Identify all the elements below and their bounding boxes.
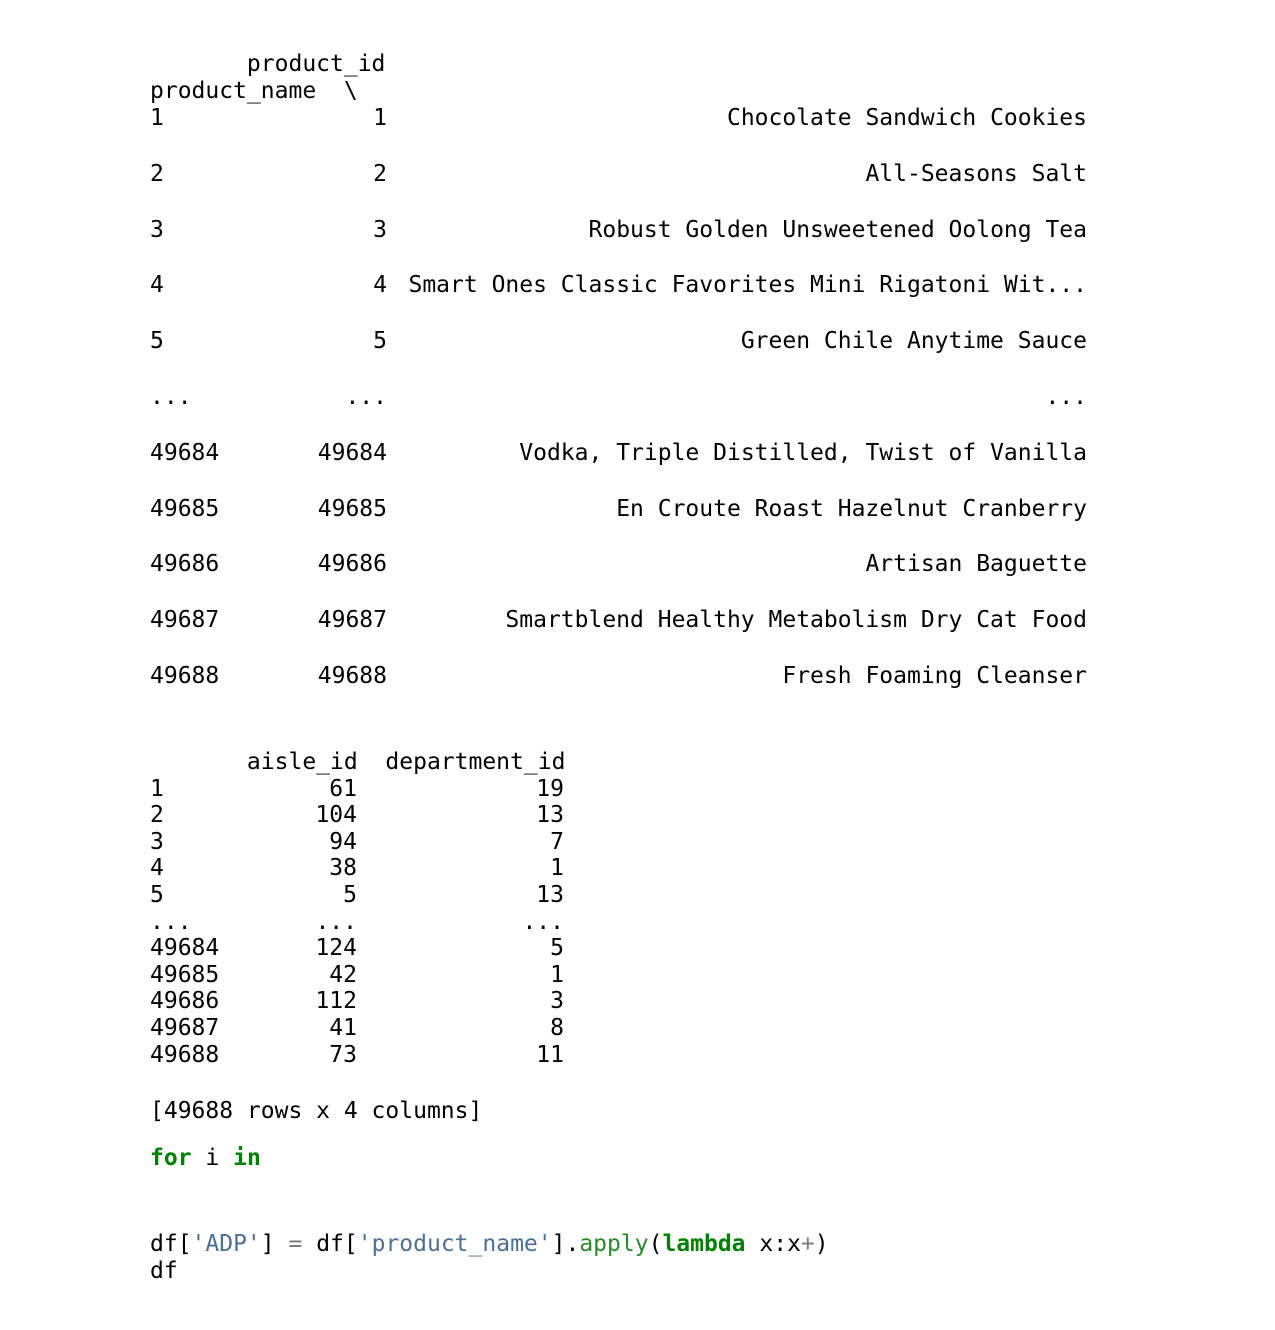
table2-row <box>150 882 570 909</box>
department-id-cell: 5 <box>550 935 564 962</box>
row-index: 49688 <box>150 1041 220 1068</box>
keyword-lambda: lambda <box>662 1231 746 1257</box>
product-id-cell: 3 <box>373 216 387 243</box>
product-id-cell: 49684 <box>317 439 387 466</box>
row-index: ... <box>150 384 192 410</box>
department-id-cell: 13 <box>536 802 564 829</box>
table2-row <box>150 1015 570 1042</box>
table1-row <box>150 496 1090 523</box>
table2-row <box>150 935 570 962</box>
product-id-cell: 5 <box>373 328 387 355</box>
table2-row <box>150 855 570 882</box>
department-id-cell: 3 <box>550 988 564 1015</box>
product-id-cell: 49687 <box>317 607 387 634</box>
department-id-cell: 11 <box>536 1041 564 1068</box>
aisle-id-cell: 94 <box>329 828 357 855</box>
row-index: 2 <box>150 802 164 829</box>
product-name-cell: Vodka, Triple Distilled, Twist of Vanilla <box>519 439 1087 466</box>
code-token: df[ <box>302 1231 358 1257</box>
department-id-cell: ... <box>522 908 564 935</box>
product-id-cell: 49686 <box>317 551 387 578</box>
product-id-cell: ... <box>345 384 387 410</box>
row-index: 3 <box>150 828 164 855</box>
table2 <box>150 749 570 1068</box>
row-index: 49685 <box>150 495 220 522</box>
row-index: 1 <box>150 775 164 802</box>
dataframe-summary: [49688 rows x 4 columns] <box>150 1098 483 1124</box>
product-name-cell: Fresh Foaming Cleanser <box>782 663 1087 689</box>
product-id-cell: 4 <box>373 272 387 299</box>
keyword-in: in <box>233 1145 261 1171</box>
code-block[interactable] <box>150 1231 829 1285</box>
function-name: apply <box>579 1231 649 1257</box>
row-index: 49687 <box>150 607 220 634</box>
table2-row <box>150 776 570 803</box>
department-id-cell: 13 <box>536 881 564 908</box>
product-name-cell: All-Seasons Salt <box>865 160 1087 187</box>
aisle-id-cell: 104 <box>315 802 357 829</box>
table2-body <box>150 776 570 1069</box>
product-name-cell: Smart Ones Classic Favorites Mini Rigatoni Wit... <box>408 272 1087 299</box>
row-index: 49687 <box>150 1014 220 1041</box>
string-literal: 'product_name' <box>357 1231 552 1257</box>
aisle-id-cell: 41 <box>329 1014 357 1041</box>
code-token: x:x <box>745 1231 801 1257</box>
table2-row <box>150 802 570 829</box>
code-token: df[ <box>150 1231 192 1257</box>
department-id-cell: 1 <box>550 855 564 882</box>
product-id-cell: 2 <box>373 160 387 187</box>
table1-row <box>150 440 1090 467</box>
department-id-cell: 7 <box>550 828 564 855</box>
row-index: 5 <box>150 328 164 355</box>
row-index: 49688 <box>150 663 220 689</box>
table1-row <box>150 384 1090 411</box>
product-id-cell: 1 <box>373 105 387 131</box>
code-token: ) <box>814 1231 829 1257</box>
row-index: 49686 <box>150 551 220 578</box>
row-index: ... <box>150 908 192 935</box>
row-index: 2 <box>150 160 164 187</box>
loop-variable: i <box>191 1145 234 1171</box>
row-index: 49685 <box>150 961 220 988</box>
table2-row <box>150 829 570 856</box>
product-name-cell: Chocolate Sandwich Cookies <box>726 105 1087 131</box>
aisle-id-cell: 124 <box>315 935 357 962</box>
product-name-cell: Robust Golden Unsweetened Oolong Tea <box>588 216 1087 243</box>
table1-header <box>150 51 385 105</box>
table1-row <box>150 607 1090 634</box>
code-token: ] <box>260 1231 289 1257</box>
aisle-id-cell: ... <box>315 908 357 935</box>
product-name-cell: En Croute Roast Hazelnut Cranberry <box>616 495 1087 522</box>
operator: = <box>288 1231 303 1257</box>
product-name-cell: Smartblend Healthy Metabolism Dry Cat Food <box>505 607 1087 634</box>
keyword-for: for <box>150 1145 192 1171</box>
table2-row <box>150 962 570 989</box>
aisle-id-cell: 73 <box>329 1041 357 1068</box>
table2-row <box>150 988 570 1015</box>
aisle-id-cell: 61 <box>329 775 357 802</box>
product-name-cell: Green Chile Anytime Sauce <box>740 328 1087 355</box>
row-index: 49684 <box>150 935 220 962</box>
table2-row <box>150 1042 570 1069</box>
row-index: 4 <box>150 855 164 882</box>
row-index: 49686 <box>150 988 220 1015</box>
row-index: 1 <box>150 105 164 131</box>
code-line-for[interactable] <box>150 1145 261 1172</box>
table1-row <box>150 551 1090 578</box>
table2-row <box>150 909 570 936</box>
code-token: df <box>150 1258 178 1284</box>
operator: + <box>800 1231 815 1257</box>
aisle-id-cell: 112 <box>315 988 357 1015</box>
product-name-cell: ... <box>1045 384 1087 410</box>
department-id-cell: 1 <box>550 961 564 988</box>
table1-row <box>150 272 1090 299</box>
table1-row <box>150 663 1090 690</box>
table1-header-line2: product_name \ <box>150 78 358 104</box>
product-name-cell: Artisan Baguette <box>865 551 1087 578</box>
table1-row <box>150 105 1090 132</box>
table1-row <box>150 328 1090 355</box>
table1-row <box>150 217 1090 244</box>
row-index: 4 <box>150 272 164 299</box>
aisle-id-cell: 42 <box>329 961 357 988</box>
department-id-cell: 19 <box>536 775 564 802</box>
product-id-cell: 49685 <box>317 495 387 522</box>
aisle-id-cell: 38 <box>329 855 357 882</box>
table1-row <box>150 161 1090 188</box>
table1-header-line1: product_id <box>150 51 386 77</box>
row-index: 5 <box>150 881 164 908</box>
table2-header: aisle_id department_id <box>150 749 566 775</box>
row-index: 49684 <box>150 439 220 466</box>
aisle-id-cell: 5 <box>343 881 357 908</box>
product-id-cell: 49688 <box>317 663 387 689</box>
code-token: ( <box>648 1231 663 1257</box>
department-id-cell: 8 <box>550 1014 564 1041</box>
string-literal: 'ADP' <box>191 1231 261 1257</box>
row-index: 3 <box>150 216 164 243</box>
code-token: ]. <box>551 1231 580 1257</box>
